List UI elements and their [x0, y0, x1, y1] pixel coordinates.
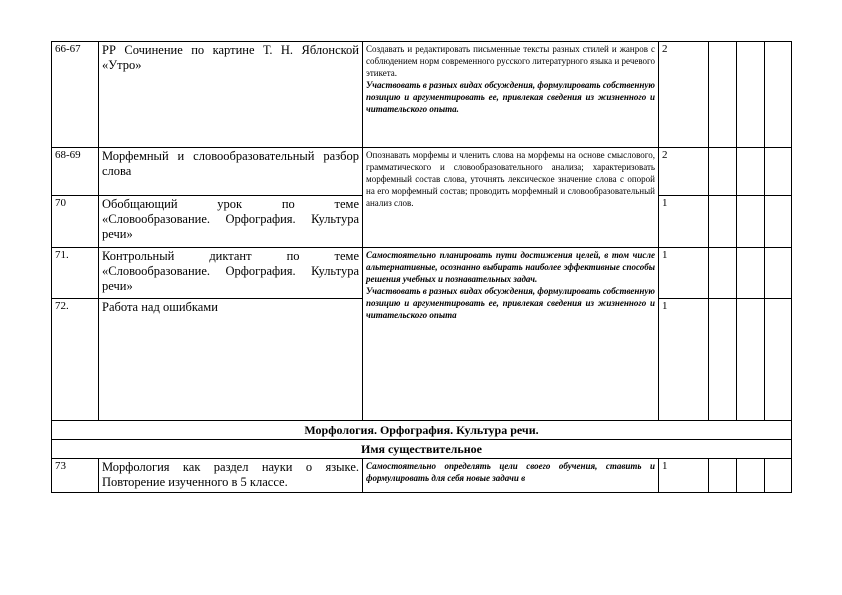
empty-cell — [737, 148, 765, 196]
lesson-hours: 1 — [659, 248, 709, 299]
lesson-hours: 1 — [659, 459, 709, 493]
lesson-topic: Контрольный диктант по теме «Словообразование. Орфография. Культура речи» — [99, 248, 363, 299]
section-row — [52, 421, 792, 440]
section-subtitle: Имя существительное — [52, 440, 792, 459]
empty-cell — [709, 148, 737, 196]
lesson-description — [363, 459, 659, 493]
lesson-hours: 1 — [659, 196, 709, 248]
empty-cell — [709, 196, 737, 248]
lesson-topic: РР Сочинение по картине Т. Н. Яблонской «Утро» — [99, 42, 363, 148]
empty-cell — [709, 42, 737, 148]
empty-cell — [765, 299, 792, 421]
description-text: Опознавать морфемы и членить слова на морфемы на основе смыслового, грамматического и словообразовательного анализа; характеризовать морфемный состав слова, уточнять лексическое значение слова с опорой на его морфемный состав; проводить морфемный и словообразовательный анализ слов. — [366, 150, 655, 208]
empty-cell — [709, 299, 737, 421]
empty-cell — [737, 248, 765, 299]
description-text: Самостоятельно планировать пути достижения целей, в том числе альтернативные, осознанно выбирать наиболее эффективные способы решения учебных и познавательных задач. — [366, 250, 655, 284]
table-row — [52, 248, 792, 299]
empty-cell — [709, 459, 737, 493]
description-text: Самостоятельно определять цели своего обучения, ставить и формулировать для себя новые задачи в — [366, 461, 655, 483]
table-row — [52, 42, 792, 148]
table-row — [52, 459, 792, 493]
lesson-number: 66-67 — [52, 42, 99, 148]
lesson-hours: 2 — [659, 148, 709, 196]
lesson-number: 73 — [52, 459, 99, 493]
description-text: Создавать и редактировать письменные тексты разных стилей и жанров с соблюдением норм современного русского литературного языка и речевого этикета. — [366, 44, 655, 78]
lesson-topic: Морфемный и словообразовательный разбор слова — [99, 148, 363, 196]
lesson-number: 72. — [52, 299, 99, 421]
description-text: Участвовать в разных видах обсуждения, формулировать собственную позицию и аргументировать ее, привлекая сведения из жизненного и читательского опыта. — [366, 80, 655, 114]
lesson-number: 71. — [52, 248, 99, 299]
lesson-number: 70 — [52, 196, 99, 248]
empty-cell — [737, 459, 765, 493]
lesson-number: 68-69 — [52, 148, 99, 196]
empty-cell — [765, 196, 792, 248]
empty-cell — [737, 196, 765, 248]
section-title: Морфология. Орфография. Культура речи. — [52, 421, 792, 440]
lesson-topic: Обобщающий урок по теме «Словообразование. Орфография. Культура речи» — [99, 196, 363, 248]
lesson-topic: Работа над ошибками — [99, 299, 363, 421]
table-row — [52, 148, 792, 196]
empty-cell — [709, 248, 737, 299]
description-text: Участвовать в разных видах обсуждения, формулировать собственную позицию и аргументировать ее, привлекая сведения из жизненного и читательского опыта — [366, 286, 655, 320]
section-row — [52, 440, 792, 459]
empty-cell — [765, 42, 792, 148]
lesson-topic: Морфология как раздел науки о языке. Повторение изученного в 5 классе. — [99, 459, 363, 493]
curriculum-table — [51, 41, 792, 493]
lesson-hours: 1 — [659, 299, 709, 421]
empty-cell — [765, 148, 792, 196]
empty-cell — [765, 248, 792, 299]
empty-cell — [765, 459, 792, 493]
lesson-hours: 2 — [659, 42, 709, 148]
lesson-description — [363, 148, 659, 248]
lesson-description — [363, 42, 659, 148]
lesson-description — [363, 248, 659, 421]
empty-cell — [737, 42, 765, 148]
empty-cell — [737, 299, 765, 421]
